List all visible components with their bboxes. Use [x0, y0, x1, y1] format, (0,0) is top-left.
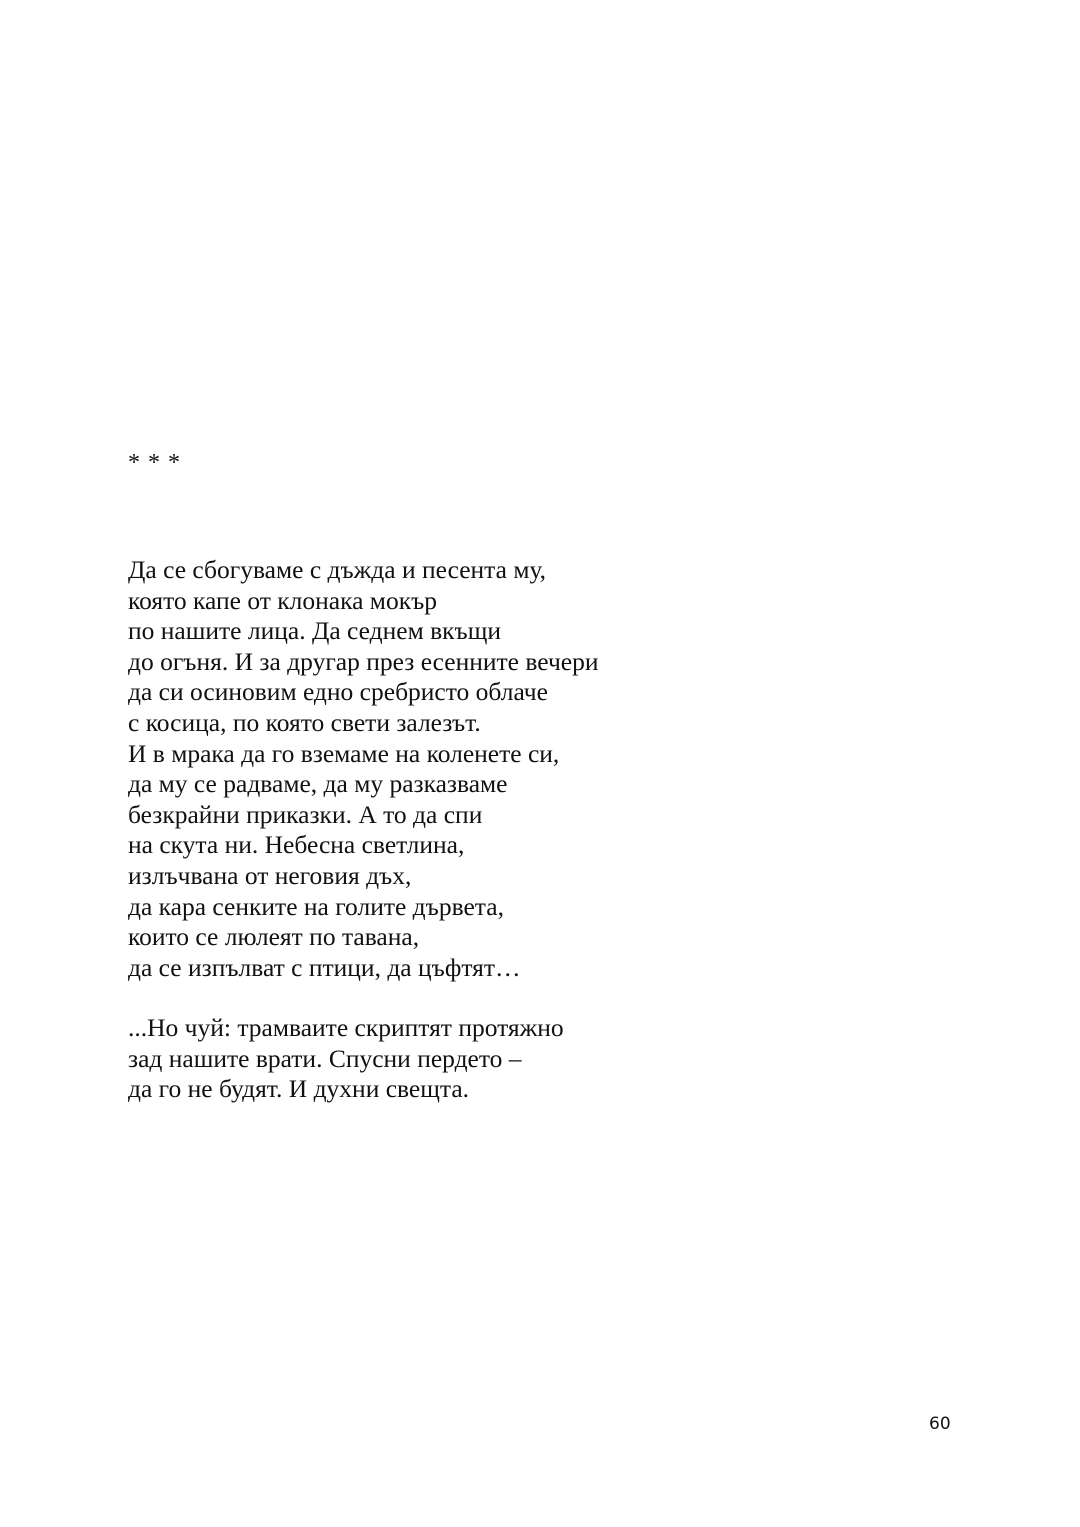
poem-line: Да се сбогуваме с дъжда и песента му, — [128, 555, 547, 584]
poem-line: на скута ни. Небесна светлина, — [128, 830, 465, 860]
poem-line: зад нашите врати. Спусни пердето – — [128, 1043, 522, 1073]
poem-line: да кара сенките на голите дървета, — [128, 891, 504, 921]
poem-line: ...Но чуй: трамваите скриптят протяжно — [128, 1013, 564, 1042]
poem-line: И в мрака да го вземаме на коленете си, — [128, 738, 560, 768]
poem-line: с косица, по която свети залезът. — [128, 707, 481, 737]
poem-line: които се люлеят по тавана, — [128, 922, 420, 952]
poem-line: която капе от клонака мокър — [128, 585, 438, 615]
poem-stanza-2 — [128, 1013, 564, 1105]
poem-line: да го не будят. И духни свещта. — [128, 1074, 470, 1104]
poem-line: да си осиновим едно сребристо облаче — [128, 677, 548, 707]
section-separator: * * * — [128, 450, 181, 476]
poem-line: до огъня. И за другар през есенните вечери — [128, 646, 599, 676]
poem-line: по нашите лица. Да седнем вкъщи — [128, 616, 501, 646]
poem-line: да му се радваме, да му разказваме — [128, 769, 508, 799]
page-number: 60 — [929, 1414, 951, 1434]
poem-line: безкрайни приказки. А то да спи — [128, 799, 483, 829]
poem-stanza-1 — [128, 555, 598, 983]
poem-line: да се изпълват с птици, да цъфтят… — [128, 952, 521, 982]
poem-line: излъчвана от неговия дъх, — [128, 860, 412, 890]
